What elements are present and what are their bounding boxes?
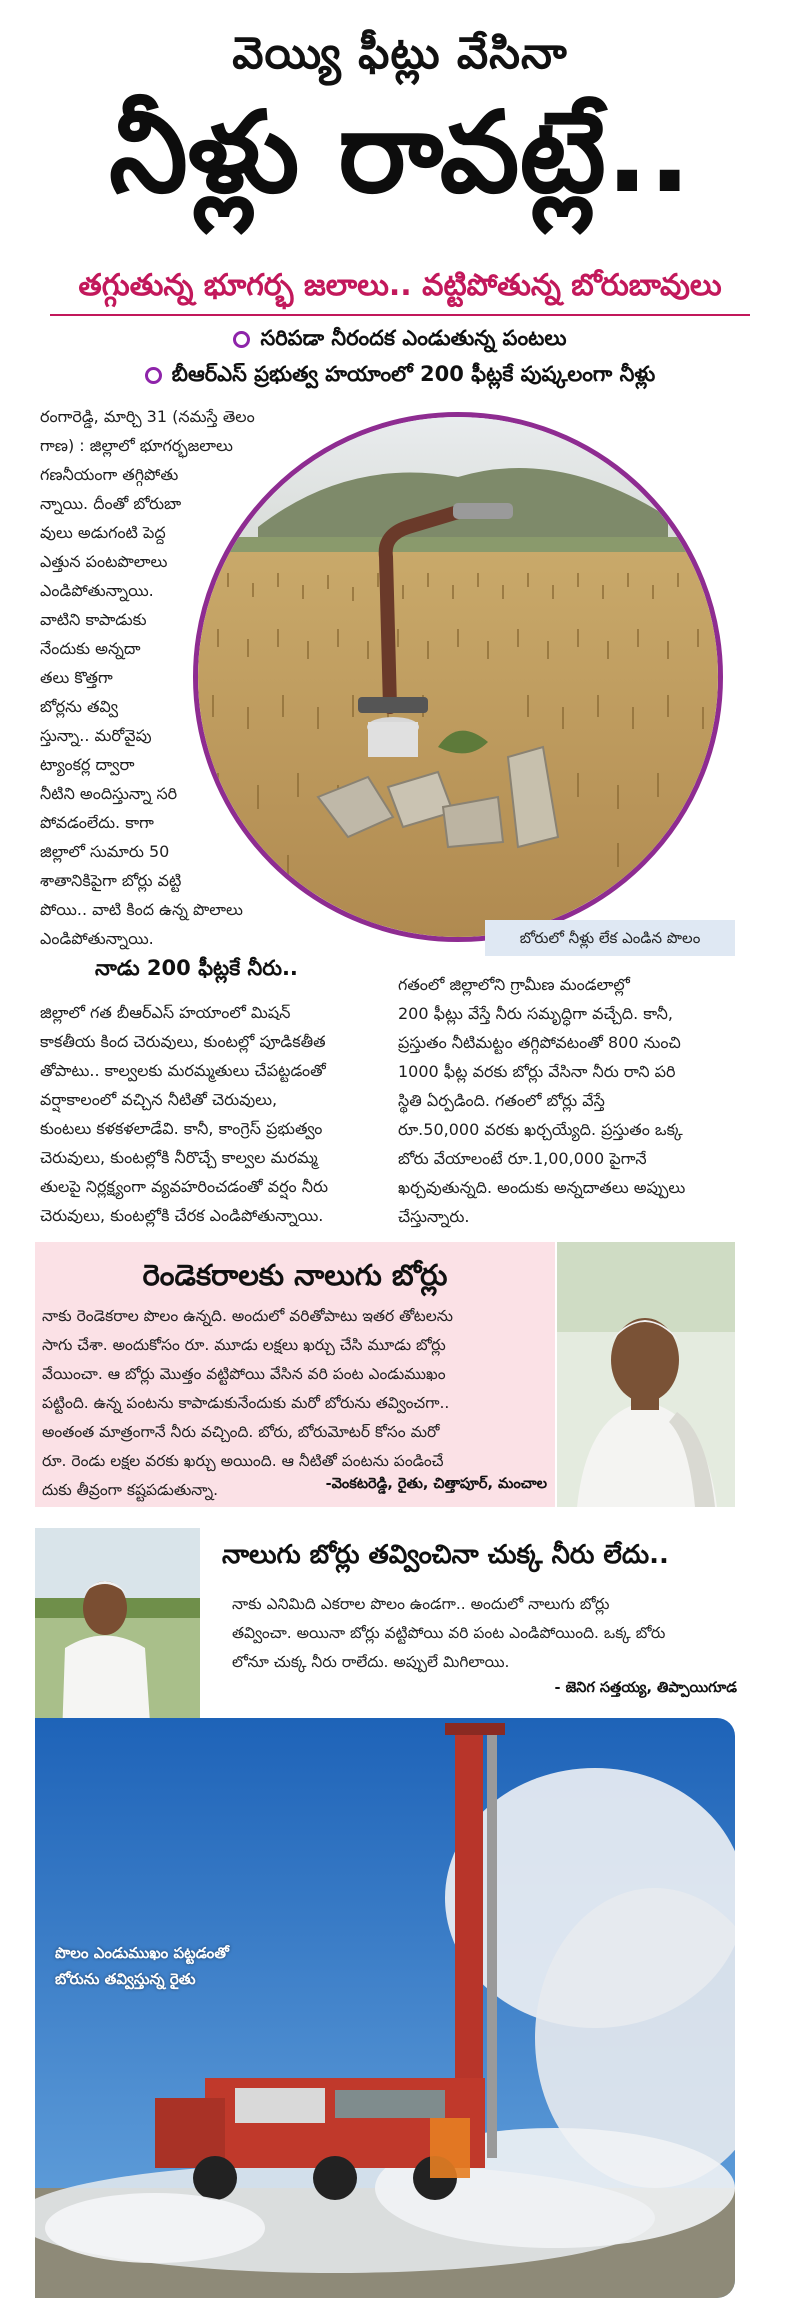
quote-box-title: రెండెకరాలకు నాలుగు బోర్లు [142, 1258, 448, 1292]
quote-box-text: నాకు రెండెకరాల పొలం ఉన్నది. అందులో వరితోపాటు ఇతర తోటలను సాగు చేశా. అందుకోసం రూ. మూడు లక్షలు ఖర్చు చేసి మూడు బోర్లు వేయించా. ఆ బోర్లు మొత్తం వట్టిపోయి వేసిన వరి పంట ఎండుముఖం పట్టింది. ఉన్న పంటను కాపాడుకునేందుకు మరో బోరును తవ్వించగా.. అంతంత మాత్రంగానే నీరు వచ్చింది. బోరు, బోరుమోటర్‌ కోసం మరో రూ. రెండు లక్షల వరకు ఖర్చు అయింది. ఆ నీటితో పంటను పండించే దుకు తీవ్రంగా కష్టపడుతున్నా. [42, 1307, 453, 1499]
main-headline: నీళ్లు రావట్లే.. [109, 88, 691, 218]
farmer-portrait-illustration [557, 1242, 735, 1507]
bullet-item: బీఆర్‌ఎస్‌ ప్రభుత్వ హయాంలో 200 ఫీట్లకే పుష్కలంగా నీళ్లు [0, 362, 800, 392]
quote-box-title: నాలుగు బోర్లు తవ్వించినా చుక్క నీరు లేదు.. [222, 1540, 669, 1570]
photo-caption: బోరులో నీళ్లు లేక ఎండిన పొలం [485, 920, 735, 956]
drilling-rig-photo [35, 1718, 735, 2298]
section-column-right: గతంలో జిల్లాలోని గ్రామీణ మండలాల్లో 200 ఫీట్లు వేస్తే నీరు సమృద్ధిగా వచ్చేది. కానీ, ప్రస్తుతం నీటిమట్టం తగ్గిపోవటంతో 800 నుంచి 1000 ఫీట్ల వరకు బోర్లు వేసినా నీరు రాని పరి స్థితి ఏర్పడింది. గతంలో బోర్లు వేస్తే రూ.50,000 వరకు ఖర్చయ్యేది. ప్రస్తుతం ఒక్క బోరు వేయాలంటే రూ.1,00,000 పైగానే ఖర్చవుతున్నది. అందుకు అన్నదాతలు అప్పులు చేస్తున్నారు. [398, 975, 686, 1226]
sub-headline: తగ్గుతున్న భూగర్భ జలాలు.. వట్టిపోతున్న బోరుబావులు [78, 268, 722, 303]
intro-paragraph: రంగారెడ్డి, మార్చి 31 (నమస్తే తెలం గాణ) : జిల్లాలో భూగర్భజలాలు గణనీయంగా తగ్గిపోతు న్నాయి. దీంతో బోరుబా వులు అడుగంటి పెద్ద ఎత్తున పంటపొలాలు ఎండిపోతున్నాయి. వాటిని కాపాడుకు నేందుకు అన్నదా తలు కొత్తగా బోర్లను తవ్వి స్తున్నా.. మరోవైపు ట్యాంకర్ల ద్వారా నీటిని అందిస్తున్నా సరి పోవడంలేదు. కాగా జిల్లాలో సుమారు 50 శాతానికిపైగా బోర్లు వట్టి పోయి.. వాటి కింద ఉన్న పొలాలు ఎండిపోతున్నాయి. [40, 407, 255, 948]
dry-field-borewell-photo [193, 412, 723, 942]
quote-box-text: నాకు ఎనిమిది ఎకరాల పొలం ఉండగా.. అందులో నాలుగు బోర్లు తవ్వించా. అయినా బోర్లు వట్టిపోయి వరి పంట ఎండిపోయింది. ఒక్క బోరు లోనూ చుక్క నీరు రాలేదు. అప్పులే మిగిలాయి. [232, 1595, 666, 1671]
bullet-icon [233, 331, 250, 348]
kicker-headline: వెయ్యి ఫీట్లు వేసినా [232, 28, 568, 79]
section-title: నాడు 200 ఫీట్లకే నీరు.. [95, 956, 298, 980]
farmer-portrait-photo [557, 1242, 735, 1507]
quote-attribution: -వెంకటరెడ్డి, రైతు, చిత్తాపూర్‌, మంచాల [325, 1476, 547, 1492]
photo-caption: పొలం ఎండుముఖం పట్టడంతో బోరును తవ్విస్తున్న రైతు [55, 1944, 229, 1988]
section-column-left: జిల్లాలో గత బీఆర్‌ఎస్‌ హయాంలో మిషన్‌ కాకతీయ కింద చెరువులు, కుంటల్లో పూడికతీత తోపాటు.. కాల్వలకు మరమ్మతులు చేపట్టడంతో వర్షాకాలంలో వచ్చిన నీటితో చెరువులు, కుంటలు కళకళలాడేవి. కానీ, కాంగ్రెస్‌ ప్రభుత్వం చెరువులు, కుంటల్లోకి నీరొచ్చే కాల్వల మరమ్మ తులపై నిర్లక్ష్యంగా వ్యవహరించడంతో వర్షం నీరు చెరువులు, కుంటల్లోకి చేరక ఎండిపోతున్నాయి. [40, 1003, 329, 1225]
bullet-item: సరిపడా నీరందక ఎండుతున్న పంటలు [0, 326, 800, 356]
quote-attribution: - జెనిగ సత్తయ్య, తిప్పాయిగూడ [554, 1680, 737, 1696]
bullet-icon [145, 367, 162, 384]
drilling-rig-illustration [35, 1718, 735, 2298]
divider [50, 314, 750, 316]
dry-field-illustration [198, 417, 718, 937]
